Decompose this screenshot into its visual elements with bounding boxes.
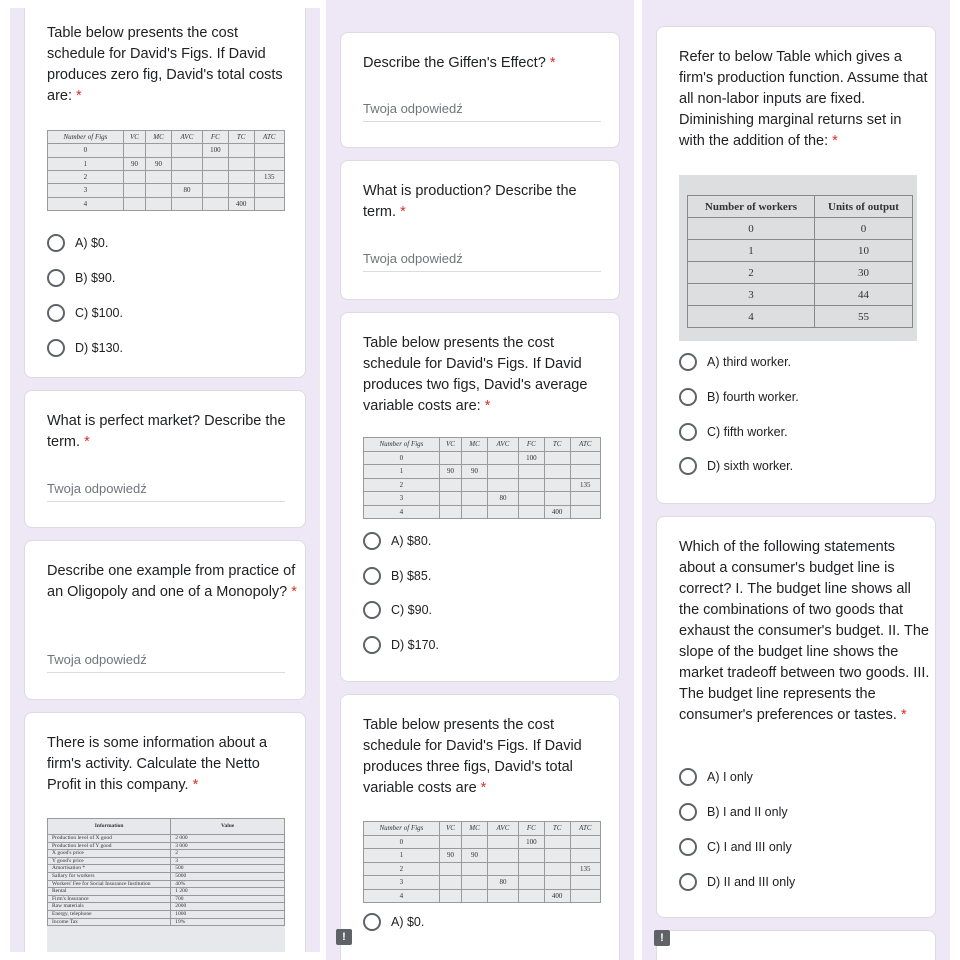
radio-button[interactable] <box>679 768 697 786</box>
cost-table-photo <box>47 130 285 211</box>
alert-icon[interactable]: ! <box>654 930 670 946</box>
status-bar <box>642 0 950 12</box>
question-text: Describe one example from practice of an Oligopoly and one of a Monopoly? * <box>47 563 297 600</box>
radio-button[interactable] <box>47 269 65 287</box>
radio-button[interactable] <box>679 423 697 441</box>
question-text: Table below presents the cost schedule for David's Figs. If David produces two figs, David's average variable costs are: * <box>363 335 588 414</box>
question-card-budget-line: Which of the following statements about a consumer's budget line is correct? I. The budget line shows all the combinations of two goods that exhaust the consumer's budget. II. The slope of the budget line shows the market tradeoff between two goods. III. The budget line represents the consumer's preferences or tastes. * A) I only B) I and II only C) I and III only D) II and III only <box>656 516 936 918</box>
question-card-zero-figs: Table below presents the cost schedule for David's Figs. If David produces zero fig, David's total costs are: * Number of Figs VC MC AVC FC TC ATC 0 100 1 90 90 2 135 3 80 4 400 A) $0. B) $90. C) $100. D) $130. <box>24 8 306 378</box>
answer-input[interactable]: Twoja odpowiedź <box>363 101 601 122</box>
radio-button[interactable] <box>363 532 381 550</box>
question-card-two-figs: Table below presents the cost schedule for David's Figs. If David produces two figs, David's average variable costs are: * Number of Figs VC MC AVC FC TC ATC 0 100 1 90 90 2 135 3 80 4 400 A) $80. B) $85. C) $90. D) $170. <box>340 312 620 682</box>
radio-button[interactable] <box>679 803 697 821</box>
radio-button[interactable] <box>47 304 65 322</box>
radio-button[interactable] <box>679 457 697 475</box>
radio-button[interactable] <box>679 353 697 371</box>
cost-table: Number of Figs VC MC AVC FC TC ATC 0 100 1 90 90 2 135 3 80 4 400 <box>47 130 285 211</box>
question-text: Refer to below Table which gives a firm's production function. Assume that all non-labor inputs are fixed. Diminishing marginal returns set in with the addition of the: * <box>679 49 928 149</box>
info-table: Information Value Production level of X good 2 000 Production level of Y good 3 000 X good's price 2 Y good's price 3 Amortisation * 500 Sallary for workers 5000 Workers' Fee for Social Insurance Institution 40% Rental 1 200 Firm's Insurance 700 Raw materials 2000 Energy, telephone 1000 Income Tax 19% <box>47 818 285 926</box>
question-text: Describe the Giffen's Effect? * <box>363 55 556 71</box>
form-column-1 <box>10 8 320 952</box>
radio-button[interactable] <box>679 388 697 406</box>
radio-button[interactable] <box>363 601 381 619</box>
question-text: There is some information about a firm's activity. Calculate the Netto Profit in this company. * <box>47 735 268 793</box>
cost-table: Number of Figs VC MC AVC FC TC ATC 0 100 1 90 90 2 135 3 80 4 400 <box>363 437 601 519</box>
info-table-photo <box>47 818 285 952</box>
alert-icon[interactable]: ! <box>336 929 352 945</box>
radio-button[interactable] <box>363 636 381 654</box>
cost-table: Number of Figs VC MC AVC FC TC ATC 0 100 1 90 90 2 135 3 80 4 400 <box>363 821 601 903</box>
radio-button[interactable] <box>47 234 65 252</box>
question-text: What is production? Describe the term. * <box>363 183 577 220</box>
radio-button[interactable] <box>47 339 65 357</box>
status-bar <box>326 0 634 12</box>
question-text: Which of the following statements about a consumer's budget line is correct? I. The budget line shows all the combinations of two goods that exhaust the consumer's budget. II. The slope of the budget line shows the market tradeoff between two goods. III. The budget line represents the consumer's preferences or tastes. * <box>679 539 930 723</box>
form-column-3 <box>642 0 950 960</box>
cost-table-photo <box>363 437 601 519</box>
cost-table-photo <box>363 821 601 903</box>
workers-table-photo <box>679 175 917 341</box>
question-card-giffen <box>340 32 620 148</box>
radio-button[interactable] <box>363 567 381 585</box>
form-column-2 <box>326 0 634 960</box>
question-card-perfect-market <box>24 390 306 528</box>
question-card-production <box>340 160 620 300</box>
answer-input[interactable]: Twoja odpowiedź <box>47 652 285 673</box>
question-text: Table below presents the cost schedule for David's Figs. If David produces three figs, David's total variable costs are * <box>363 717 582 796</box>
radio-button[interactable] <box>679 873 697 891</box>
question-card-production-function: Refer to below Table which gives a firm's production function. Assume that all non-labor inputs are fixed. Diminishing marginal returns set in with the addition of the: * Number of workers Units of output 0 0 1 10 2 30 3 44 4 55 A) third worker. B) fourth worker. C) fifth worker. D) sixth worker. <box>656 26 936 504</box>
radio-button[interactable] <box>363 913 381 931</box>
question-text: What is perfect market? Describe the term. * <box>47 413 286 450</box>
answer-input[interactable]: Twoja odpowiedź <box>47 481 285 502</box>
question-card-oligopoly <box>24 540 306 700</box>
question-card-netto-profit <box>24 712 306 952</box>
workers-table: Number of workers Units of output 0 0 1 10 2 30 3 44 4 55 <box>687 195 913 328</box>
question-text: Table below presents the cost schedule for David's Figs. If David produces zero fig, David's total costs are: * <box>47 25 283 104</box>
question-card-three-figs: Table below presents the cost schedule for David's Figs. If David produces three figs, David's total variable costs are * Number of Figs VC MC AVC FC TC ATC 0 100 1 90 90 2 135 3 80 4 400 A) $0. <box>340 694 620 960</box>
radio-button[interactable] <box>679 838 697 856</box>
answer-input[interactable]: Twoja odpowiedź <box>363 251 601 272</box>
next-card <box>656 930 936 960</box>
